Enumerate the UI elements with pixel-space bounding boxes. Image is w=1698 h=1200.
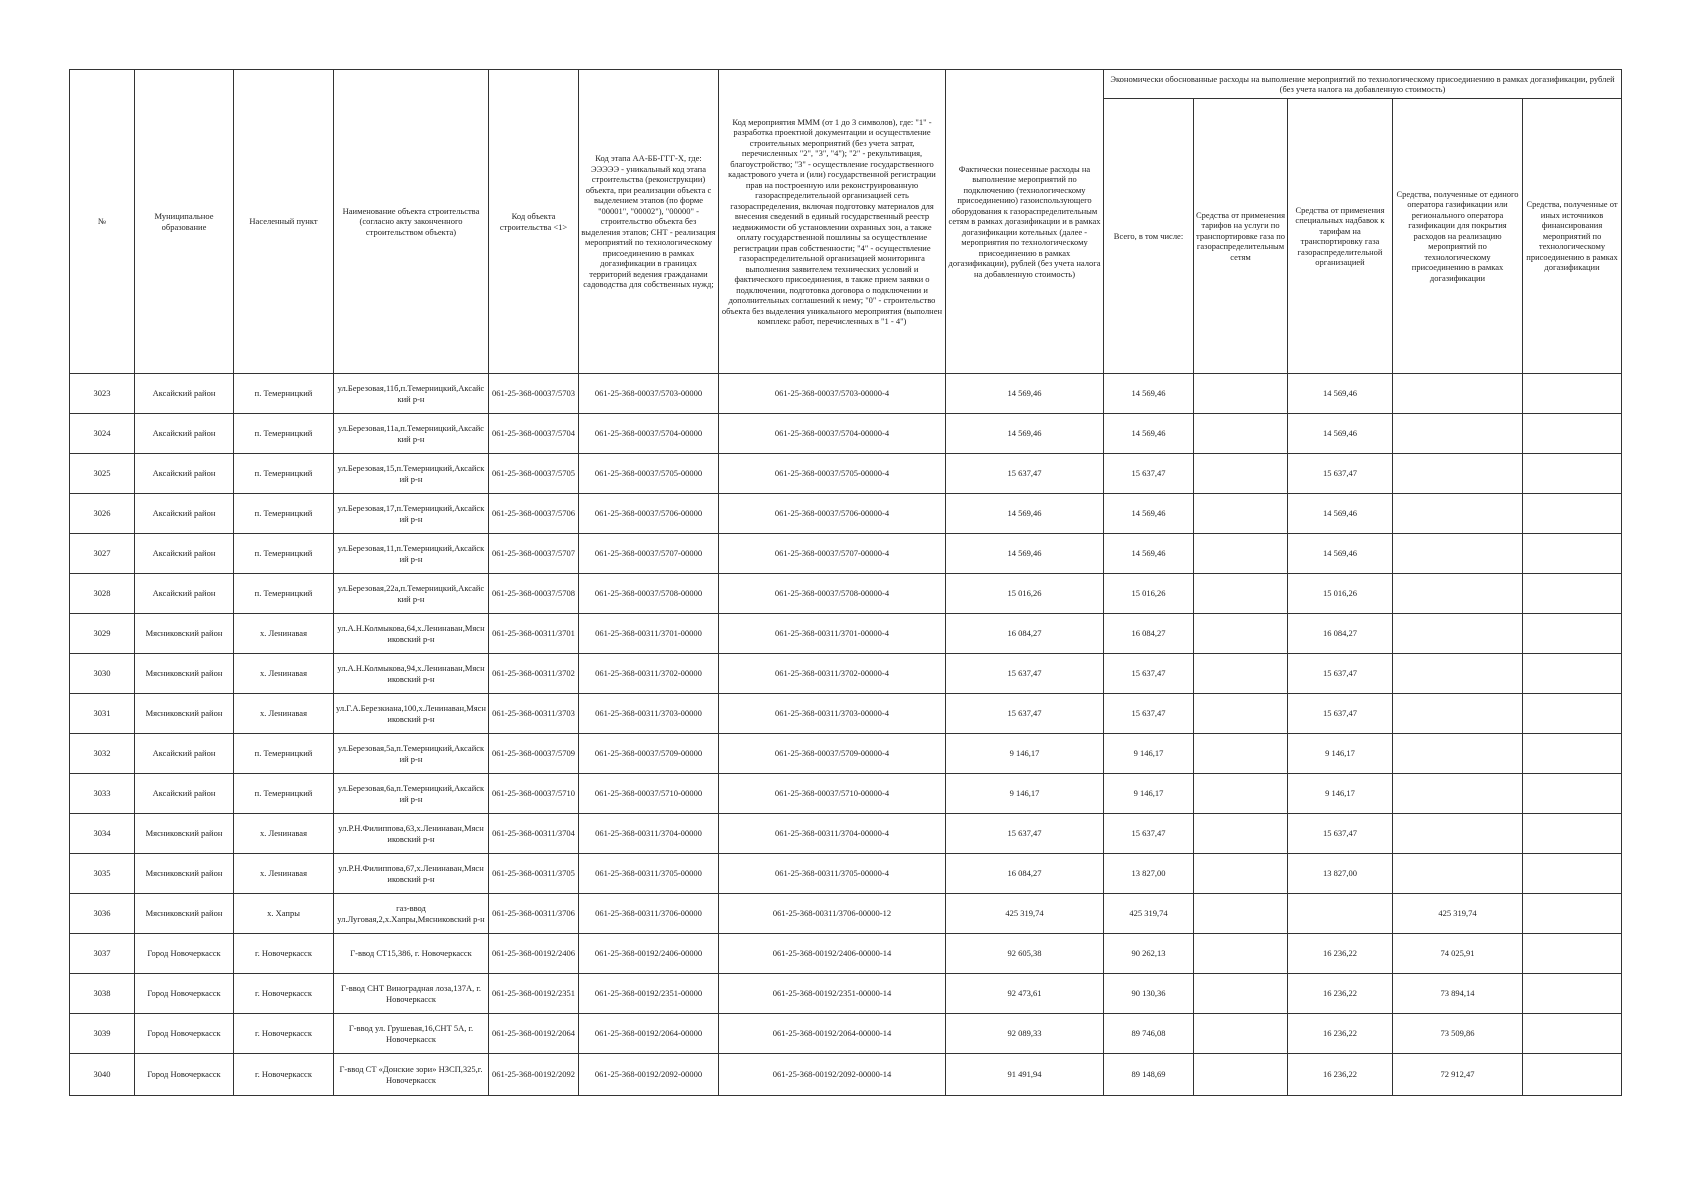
table-row: [70, 974, 1622, 1014]
cell-object-code: 061-25-368-00192/2092: [489, 1054, 579, 1096]
cell-other-funds: [1523, 854, 1622, 894]
cell-object-name: ул.Березовая,22а,п.Темерницкий,Аксайский р-н: [334, 574, 489, 614]
cell-actual-costs: 92 089,33: [946, 1014, 1104, 1054]
cell-actual-costs: 15 637,47: [946, 694, 1104, 734]
cell-tariff-funds: [1194, 574, 1288, 614]
cell-actual-costs: 15 637,47: [946, 654, 1104, 694]
cell-no: 3039: [70, 1014, 135, 1054]
cell-stage-code: 061-25-368-00037/5708-00000: [579, 574, 719, 614]
cell-object-code: 061-25-368-00037/5703: [489, 374, 579, 414]
cell-other-funds: [1523, 814, 1622, 854]
cell-object-name: газ-ввод ул.Луговая,2,х.Хапры,Мясниковский р-н: [334, 894, 489, 934]
header-actual-costs: Фактически понесенные расходы на выполнение мероприятий по подключению (технологическому присоединению) газоиспользующего оборудования к газораспределительным сетям в рамках догазификации и в рамках догазификации котельных (далее - мероприятия по технологическому присоединению в рамках догазификации), рублей (без учета налога на добавленную стоимость): [946, 70, 1104, 374]
cell-object-name: ул.Березовая,5а,п.Темерницкий,Аксайский р-н: [334, 734, 489, 774]
cell-municipality: Аксайский район: [135, 774, 234, 814]
cell-stage-code: 061-25-368-00192/2351-00000: [579, 974, 719, 1014]
cell-object-name: ул.А.Н.Колмыкова,64,х.Ленинаван,Мясниковский р-н: [334, 614, 489, 654]
cell-tariff-funds: [1194, 454, 1288, 494]
cell-other-funds: [1523, 894, 1622, 934]
cell-actual-costs: 15 637,47: [946, 454, 1104, 494]
cell-total: 9 146,17: [1104, 734, 1194, 774]
cell-operator-funds: 72 912,47: [1393, 1054, 1523, 1096]
cell-measure-code: 061-25-368-00311/3703-00000-4: [719, 694, 946, 734]
cell-no: 3024: [70, 414, 135, 454]
cell-object-code: 061-25-368-00192/2406: [489, 934, 579, 974]
cell-object-name: ул.Р.Н.Филиппова,63,х.Ленинаван,Мясниковский р-н: [334, 814, 489, 854]
cell-object-code: 061-25-368-00192/2064: [489, 1014, 579, 1054]
cell-municipality: Мясниковский район: [135, 854, 234, 894]
cell-no: 3025: [70, 454, 135, 494]
cell-stage-code: 061-25-368-00311/3705-00000: [579, 854, 719, 894]
cell-tariff-funds: [1194, 1054, 1288, 1096]
cell-settlement: х. Ленинавая: [234, 694, 334, 734]
cell-operator-funds: [1393, 614, 1523, 654]
header-other-funds: Средства, полученные от иных источников финансирования мероприятий по технологическому присоединению в рамках догазификации: [1523, 99, 1622, 374]
cell-other-funds: [1523, 614, 1622, 654]
cell-surcharge-funds: 15 637,47: [1288, 454, 1393, 494]
cell-municipality: Город Новочеркасск: [135, 934, 234, 974]
cell-object-code: 061-25-368-00311/3706: [489, 894, 579, 934]
cell-no: 3037: [70, 934, 135, 974]
header-settlement: Населенный пункт: [234, 70, 334, 374]
cell-other-funds: [1523, 494, 1622, 534]
cell-municipality: Город Новочеркасск: [135, 974, 234, 1014]
cell-tariff-funds: [1194, 1014, 1288, 1054]
cell-object-code: 061-25-368-00311/3701: [489, 614, 579, 654]
cell-surcharge-funds: 16 236,22: [1288, 1054, 1393, 1096]
cell-total: 89 148,69: [1104, 1054, 1194, 1096]
cell-municipality: Аксайский район: [135, 494, 234, 534]
cell-tariff-funds: [1194, 374, 1288, 414]
cell-municipality: Город Новочеркасск: [135, 1054, 234, 1096]
cell-measure-code: 061-25-368-00037/5705-00000-4: [719, 454, 946, 494]
cell-object-code: 061-25-368-00037/5708: [489, 574, 579, 614]
cell-municipality: Аксайский район: [135, 734, 234, 774]
table-row: [70, 894, 1622, 934]
table-row: [70, 614, 1622, 654]
cell-surcharge-funds: 16 084,27: [1288, 614, 1393, 654]
cell-municipality: Аксайский район: [135, 574, 234, 614]
cell-actual-costs: 14 569,46: [946, 374, 1104, 414]
cell-settlement: х. Хапры: [234, 894, 334, 934]
cell-operator-funds: [1393, 454, 1523, 494]
cell-stage-code: 061-25-368-00037/5707-00000: [579, 534, 719, 574]
cell-other-funds: [1523, 734, 1622, 774]
cell-no: 3031: [70, 694, 135, 734]
table-row: [70, 374, 1622, 414]
table-row: [70, 694, 1622, 734]
cell-actual-costs: 425 319,74: [946, 894, 1104, 934]
cell-no: 3027: [70, 534, 135, 574]
cell-actual-costs: 91 491,94: [946, 1054, 1104, 1096]
table-body: [70, 374, 1622, 1096]
cell-stage-code: 061-25-368-00037/5703-00000: [579, 374, 719, 414]
cell-measure-code: 061-25-368-00037/5708-00000-4: [719, 574, 946, 614]
cell-other-funds: [1523, 414, 1622, 454]
cell-actual-costs: 14 569,46: [946, 414, 1104, 454]
cell-actual-costs: 15 637,47: [946, 814, 1104, 854]
cell-other-funds: [1523, 374, 1622, 414]
cell-settlement: х. Ленинавая: [234, 654, 334, 694]
cell-total: 14 569,46: [1104, 534, 1194, 574]
cell-operator-funds: 73 509,86: [1393, 1014, 1523, 1054]
cell-object-name: ул.Березовая,6а,п.Темерницкий,Аксайский р-н: [334, 774, 489, 814]
cell-municipality: Мясниковский район: [135, 614, 234, 654]
cell-surcharge-funds: 15 016,26: [1288, 574, 1393, 614]
cell-measure-code: 061-25-368-00311/3705-00000-4: [719, 854, 946, 894]
header-operator-funds: Средства, полученные от единого оператора газификации или регионального оператора газификации для покрытия расходов на реализацию мероприятий по технологическому присоединению в рамках догазификации: [1393, 99, 1523, 374]
cell-surcharge-funds: 16 236,22: [1288, 934, 1393, 974]
cell-tariff-funds: [1194, 774, 1288, 814]
cell-measure-code: 061-25-368-00311/3704-00000-4: [719, 814, 946, 854]
cell-municipality: Мясниковский район: [135, 814, 234, 854]
header-object-code: Код объекта строительства <1>: [489, 70, 579, 374]
cell-settlement: х. Ленинавая: [234, 814, 334, 854]
cell-measure-code: 061-25-368-00311/3701-00000-4: [719, 614, 946, 654]
cell-surcharge-funds: 15 637,47: [1288, 814, 1393, 854]
header-surcharge-funds: Средства от применения специальных надбавок к тарифам на транспортировку газа газораспределительной организацией: [1288, 99, 1393, 374]
cell-stage-code: 061-25-368-00311/3706-00000: [579, 894, 719, 934]
cell-municipality: Аксайский район: [135, 534, 234, 574]
cell-tariff-funds: [1194, 814, 1288, 854]
cell-total: 9 146,17: [1104, 774, 1194, 814]
cell-no: 3029: [70, 614, 135, 654]
cell-object-name: Г-ввод ул. Грушевая,16,СНТ 5А, г. Новочеркасск: [334, 1014, 489, 1054]
header-no: №: [70, 70, 135, 374]
cell-tariff-funds: [1194, 654, 1288, 694]
cell-measure-code: 061-25-368-00311/3706-00000-12: [719, 894, 946, 934]
cell-settlement: п. Темерницкий: [234, 494, 334, 534]
cell-object-code: 061-25-368-00311/3702: [489, 654, 579, 694]
cell-stage-code: 061-25-368-00037/5706-00000: [579, 494, 719, 534]
table-header: [70, 70, 1622, 374]
cell-stage-code: 061-25-368-00192/2064-00000: [579, 1014, 719, 1054]
cell-total: 15 637,47: [1104, 454, 1194, 494]
cell-object-name: ул.Березовая,11а,п.Темерницкий,Аксайский р-н: [334, 414, 489, 454]
cell-total: 89 746,08: [1104, 1014, 1194, 1054]
header-municipality: Муниципальное образование: [135, 70, 234, 374]
cell-operator-funds: [1393, 654, 1523, 694]
cell-operator-funds: 425 319,74: [1393, 894, 1523, 934]
table-row: [70, 1054, 1622, 1096]
cell-measure-code: 061-25-368-00311/3702-00000-4: [719, 654, 946, 694]
cell-no: 3033: [70, 774, 135, 814]
cell-total: 15 637,47: [1104, 694, 1194, 734]
cell-no: 3032: [70, 734, 135, 774]
cell-measure-code: 061-25-368-00037/5707-00000-4: [719, 534, 946, 574]
cell-stage-code: 061-25-368-00311/3704-00000: [579, 814, 719, 854]
cell-operator-funds: [1393, 574, 1523, 614]
cell-object-code: 061-25-368-00037/5705: [489, 454, 579, 494]
cell-surcharge-funds: [1288, 894, 1393, 934]
header-justified-costs-group: Экономически обоснованные расходы на выполнение мероприятий по технологическому присоединению в рамках догазификации, рублей (без учета налога на добавленную стоимость): [1104, 70, 1622, 99]
cell-settlement: г. Новочеркасск: [234, 934, 334, 974]
cell-actual-costs: 9 146,17: [946, 734, 1104, 774]
cell-operator-funds: 74 025,91: [1393, 934, 1523, 974]
cell-surcharge-funds: 14 569,46: [1288, 414, 1393, 454]
cell-tariff-funds: [1194, 494, 1288, 534]
cell-other-funds: [1523, 934, 1622, 974]
cell-operator-funds: [1393, 694, 1523, 734]
cell-surcharge-funds: 16 236,22: [1288, 1014, 1393, 1054]
cell-other-funds: [1523, 694, 1622, 734]
cell-municipality: Мясниковский район: [135, 694, 234, 734]
cell-stage-code: 061-25-368-00037/5705-00000: [579, 454, 719, 494]
cell-other-funds: [1523, 1014, 1622, 1054]
cell-tariff-funds: [1194, 694, 1288, 734]
cell-measure-code: 061-25-368-00037/5704-00000-4: [719, 414, 946, 454]
cell-measure-code: 061-25-368-00037/5703-00000-4: [719, 374, 946, 414]
table-row: [70, 574, 1622, 614]
cell-object-name: Г-ввод СНТ Виноградная лоза,137А, г. Новочеркасск: [334, 974, 489, 1014]
cell-object-code: 061-25-368-00311/3703: [489, 694, 579, 734]
header-measure-code: Код мероприятия МММ (от 1 до 3 символов), где: "1" - разработка проектной документации и осуществление строительных мероприятий (без учета затрат, перечисленных "2", "3", "4"); "2" - рекультивация, благоустройство; "3" - осуществление государственного кадастрового учета и (или) государственной регистрации прав на построенную или реконструированную газораспределительной организацией сеть газораспределения, включая подготовку материалов для внесения сведений в единый государственный реестр недвижимости об установлении охранных зон, а также оплату государственной пошлины за осуществление регистрации прав собственности; "4" - осуществление газораспределительной организацией мониторинга выполнения заявителем технических условий и фактического присоединения, в также прием заявки о подключении, подготовка договора о подключении и дополнительных соглашений к нему; "0" - строительство объекта без выделения уникального мероприятия (выполнен комплекс работ, перечисленных в "1 - 4"): [719, 70, 946, 374]
cell-object-code: 061-25-368-00311/3704: [489, 814, 579, 854]
cell-object-name: ул.Березовая,11б,п.Темерницкий,Аксайский р-н: [334, 374, 489, 414]
cell-settlement: п. Темерницкий: [234, 414, 334, 454]
cell-settlement: п. Темерницкий: [234, 734, 334, 774]
cell-actual-costs: 92 473,61: [946, 974, 1104, 1014]
cell-object-code: 061-25-368-00037/5709: [489, 734, 579, 774]
cell-other-funds: [1523, 454, 1622, 494]
cell-actual-costs: 16 084,27: [946, 854, 1104, 894]
cell-measure-code: 061-25-368-00037/5710-00000-4: [719, 774, 946, 814]
cell-measure-code: 061-25-368-00037/5706-00000-4: [719, 494, 946, 534]
cell-municipality: Мясниковский район: [135, 654, 234, 694]
cell-object-name: ул.Березовая,11,п.Темерницкий,Аксайский р-н: [334, 534, 489, 574]
cell-object-name: ул.Г.А.Березкиана,100,х.Ленинаван,Мясниковский р-н: [334, 694, 489, 734]
table-row: [70, 654, 1622, 694]
cell-no: 3040: [70, 1054, 135, 1096]
table-row: [70, 534, 1622, 574]
cell-settlement: п. Темерницкий: [234, 534, 334, 574]
cell-total: 15 637,47: [1104, 654, 1194, 694]
cell-total: 15 016,26: [1104, 574, 1194, 614]
cell-surcharge-funds: 15 637,47: [1288, 694, 1393, 734]
cell-municipality: Аксайский район: [135, 414, 234, 454]
cell-object-code: 061-25-368-00037/5707: [489, 534, 579, 574]
cell-operator-funds: [1393, 814, 1523, 854]
cell-other-funds: [1523, 974, 1622, 1014]
cell-no: 3028: [70, 574, 135, 614]
cell-actual-costs: 14 569,46: [946, 494, 1104, 534]
cell-stage-code: 061-25-368-00311/3703-00000: [579, 694, 719, 734]
costs-table: [69, 69, 1622, 1096]
cell-actual-costs: 92 605,38: [946, 934, 1104, 974]
cell-operator-funds: [1393, 734, 1523, 774]
cell-tariff-funds: [1194, 734, 1288, 774]
cell-operator-funds: [1393, 374, 1523, 414]
cell-object-name: ул.Р.Н.Филиппова,67,х.Ленинаван,Мясниковский р-н: [334, 854, 489, 894]
cell-other-funds: [1523, 574, 1622, 614]
cell-settlement: п. Темерницкий: [234, 454, 334, 494]
cell-total: 14 569,46: [1104, 374, 1194, 414]
cell-operator-funds: [1393, 494, 1523, 534]
cell-total: 14 569,46: [1104, 494, 1194, 534]
table-row: [70, 454, 1622, 494]
cell-operator-funds: [1393, 414, 1523, 454]
cell-tariff-funds: [1194, 614, 1288, 654]
cell-tariff-funds: [1194, 854, 1288, 894]
cell-no: 3023: [70, 374, 135, 414]
cell-surcharge-funds: 9 146,17: [1288, 774, 1393, 814]
cell-object-name: Г-ввод СТ «Донские зори» НЗСП,325,г. Новочеркасск: [334, 1054, 489, 1096]
cell-surcharge-funds: 14 569,46: [1288, 534, 1393, 574]
table-row: [70, 494, 1622, 534]
cell-object-name: Г-ввод СТ15,386, г. Новочеркасск: [334, 934, 489, 974]
cell-settlement: х. Ленинавая: [234, 614, 334, 654]
cell-total: 425 319,74: [1104, 894, 1194, 934]
cell-no: 3034: [70, 814, 135, 854]
cell-total: 16 084,27: [1104, 614, 1194, 654]
cell-surcharge-funds: 13 827,00: [1288, 854, 1393, 894]
table-row: [70, 854, 1622, 894]
cell-surcharge-funds: 9 146,17: [1288, 734, 1393, 774]
table-row: [70, 414, 1622, 454]
cell-stage-code: 061-25-368-00037/5710-00000: [579, 774, 719, 814]
cell-no: 3035: [70, 854, 135, 894]
cell-total: 15 637,47: [1104, 814, 1194, 854]
cell-surcharge-funds: 14 569,46: [1288, 494, 1393, 534]
cell-other-funds: [1523, 1054, 1622, 1096]
cell-operator-funds: [1393, 854, 1523, 894]
cell-measure-code: 061-25-368-00037/5709-00000-4: [719, 734, 946, 774]
cell-surcharge-funds: 14 569,46: [1288, 374, 1393, 414]
cell-settlement: п. Темерницкий: [234, 774, 334, 814]
cell-object-code: 061-25-368-00311/3705: [489, 854, 579, 894]
cell-object-code: 061-25-368-00192/2351: [489, 974, 579, 1014]
cell-surcharge-funds: 15 637,47: [1288, 654, 1393, 694]
cell-surcharge-funds: 16 236,22: [1288, 974, 1393, 1014]
cell-other-funds: [1523, 654, 1622, 694]
header-stage-code: Код этапа АА-ББ-ГГГ-Х, где: ЭЭЭЭЭ - уникальный код этапа строительства (реконструкции) объекта, при реализации объекта с выделением этапов (по форме "00001", "00002"), "00000" - строительство объекта без выделения этапов; СНТ - реализация мероприятий по технологическому присоединению в рамках догазификации в границах территорий ведения гражданами садоводства для собственных нужд;: [579, 70, 719, 374]
cell-municipality: Аксайский район: [135, 454, 234, 494]
cell-stage-code: 061-25-368-00037/5709-00000: [579, 734, 719, 774]
cell-tariff-funds: [1194, 974, 1288, 1014]
cell-stage-code: 061-25-368-00037/5704-00000: [579, 414, 719, 454]
cell-measure-code: 061-25-368-00192/2406-00000-14: [719, 934, 946, 974]
cell-object-code: 061-25-368-00037/5710: [489, 774, 579, 814]
cell-other-funds: [1523, 774, 1622, 814]
cell-tariff-funds: [1194, 414, 1288, 454]
cell-object-code: 061-25-368-00037/5706: [489, 494, 579, 534]
cell-settlement: г. Новочеркасск: [234, 1054, 334, 1096]
cell-municipality: Аксайский район: [135, 374, 234, 414]
cell-tariff-funds: [1194, 894, 1288, 934]
cell-object-code: 061-25-368-00037/5704: [489, 414, 579, 454]
cell-stage-code: 061-25-368-00311/3702-00000: [579, 654, 719, 694]
cell-actual-costs: 9 146,17: [946, 774, 1104, 814]
cell-actual-costs: 14 569,46: [946, 534, 1104, 574]
cell-stage-code: 061-25-368-00192/2406-00000: [579, 934, 719, 974]
cell-total: 14 569,46: [1104, 414, 1194, 454]
cell-total: 90 130,36: [1104, 974, 1194, 1014]
table-row: [70, 1014, 1622, 1054]
cell-actual-costs: 15 016,26: [946, 574, 1104, 614]
header-total: Всего, в том числе:: [1104, 99, 1194, 374]
cell-object-name: ул.Березовая,15,п.Темерницкий,Аксайский р-н: [334, 454, 489, 494]
cell-settlement: г. Новочеркасск: [234, 974, 334, 1014]
cell-operator-funds: 73 894,14: [1393, 974, 1523, 1014]
cell-tariff-funds: [1194, 934, 1288, 974]
table-row: [70, 774, 1622, 814]
cell-actual-costs: 16 084,27: [946, 614, 1104, 654]
cell-total: 13 827,00: [1104, 854, 1194, 894]
cell-settlement: п. Темерницкий: [234, 574, 334, 614]
cell-measure-code: 061-25-368-00192/2064-00000-14: [719, 1014, 946, 1054]
cell-other-funds: [1523, 534, 1622, 574]
cell-measure-code: 061-25-368-00192/2092-00000-14: [719, 1054, 946, 1096]
cell-stage-code: 061-25-368-00192/2092-00000: [579, 1054, 719, 1096]
cell-no: 3026: [70, 494, 135, 534]
cell-municipality: Мясниковский район: [135, 894, 234, 934]
cell-no: 3036: [70, 894, 135, 934]
cell-settlement: г. Новочеркасск: [234, 1014, 334, 1054]
cell-no: 3038: [70, 974, 135, 1014]
header-object-name: Наименование объекта строительства (согласно акту законченного строительством объекта): [334, 70, 489, 374]
cell-object-name: ул.А.Н.Колмыкова,94,х.Ленинаван,Мясниковский р-н: [334, 654, 489, 694]
cell-object-name: ул.Березовая,17,п.Темерницкий,Аксайский р-н: [334, 494, 489, 534]
cell-no: 3030: [70, 654, 135, 694]
header-tariff-funds: Средства от применения тарифов на услуги по транспортировке газа по газораспределительным сетям: [1194, 99, 1288, 374]
cell-tariff-funds: [1194, 534, 1288, 574]
cell-operator-funds: [1393, 774, 1523, 814]
cell-operator-funds: [1393, 534, 1523, 574]
table-row: [70, 734, 1622, 774]
table-row: [70, 814, 1622, 854]
cell-stage-code: 061-25-368-00311/3701-00000: [579, 614, 719, 654]
table-row: [70, 934, 1622, 974]
cell-measure-code: 061-25-368-00192/2351-00000-14: [719, 974, 946, 1014]
cell-municipality: Город Новочеркасск: [135, 1014, 234, 1054]
cell-settlement: х. Ленинавая: [234, 854, 334, 894]
cell-total: 90 262,13: [1104, 934, 1194, 974]
cell-settlement: п. Темерницкий: [234, 374, 334, 414]
